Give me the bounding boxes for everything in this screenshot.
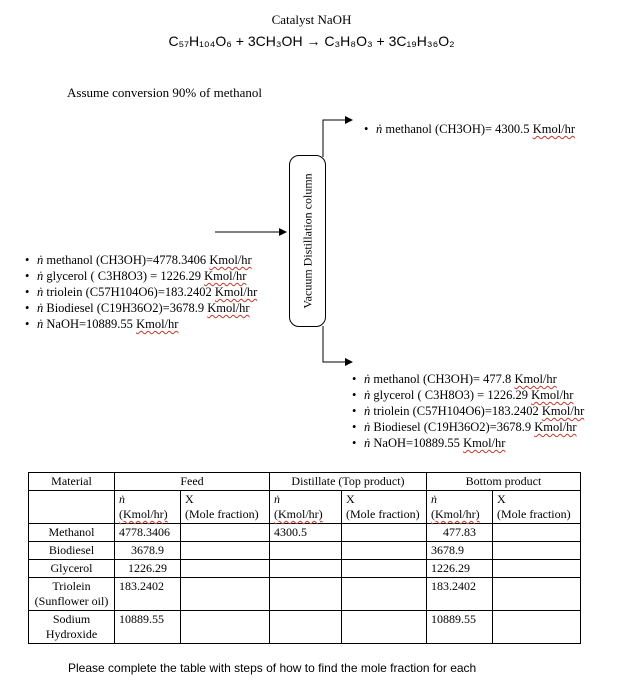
list-item: • ṅ NaOH=10889.55 Kmol/hr [25, 316, 257, 332]
subheader-dist-x: X (Mole fraction) [342, 491, 427, 524]
subheader-dist-flow: ṅ (Kmol/hr) [270, 491, 342, 524]
list-item: • ṅ methanol (CH3OH)=4778.3406 Kmol/hr [25, 252, 257, 268]
list-item: • ṅ glycerol ( C3H8O3) = 1226.29 Kmol/hr [25, 268, 257, 284]
table-header-row [29, 473, 581, 491]
list-item: • ṅ triolein (C57H104O6)=183.2402 Kmol/hr [25, 284, 257, 300]
table-row: Sodium Hydroxide 10889.55 10889.55 [29, 611, 581, 644]
top-product-arrow [323, 120, 352, 157]
list-item: • ṅ methanol (CH3OH)= 4300.5 Kmol/hr [364, 121, 575, 137]
column-label: Vacuum Distillation column [300, 173, 314, 309]
feed-stream-list [25, 252, 257, 332]
top-stream-list [364, 121, 575, 137]
list-item: • ṅ methanol (CH3OH)= 477.8 Kmol/hr [352, 371, 584, 387]
header-distillate: Distillate (Top product) [270, 473, 427, 491]
subheader-feed-flow: ṅ (Kmol/hr) [115, 491, 181, 524]
material-balance-table [28, 472, 581, 644]
distillation-column [289, 155, 326, 327]
table-row: Glycerol 1226.29 1226.29 [29, 560, 581, 578]
header-feed: Feed [115, 473, 270, 491]
bottom-stream-list [352, 371, 584, 451]
reaction-equation: C₅₇H₁₀₄O₆ + 3CH₃OH → C₃H₈O₃ + 3C₁₉H₃₆O₂ [168, 33, 455, 49]
bottom-product-arrow [323, 326, 352, 362]
table-row: Triolein (Sunflower oil) 183.2402 183.2402 [29, 578, 581, 611]
list-item: • ṅ triolein (C57H104O6)=183.2402 Kmol/hr [352, 403, 584, 419]
table-row: Methanol 4778.3406 4300.5 477.83 [29, 524, 581, 542]
list-item: • ṅ glycerol ( C3H8O3) = 1226.29 Kmol/hr [352, 387, 584, 403]
subheader-feed-x: X (Mole fraction) [181, 491, 270, 524]
table-row: Biodiesel 3678.9 3678.9 [29, 542, 581, 560]
assumption-text: Assume conversion 90% of methanol [67, 85, 262, 100]
header-material: Material [29, 473, 115, 491]
list-item: • ṅ Biodiesel (C19H36O2)=3678.9 Kmol/hr [25, 300, 257, 316]
table-subheader-row [29, 491, 581, 524]
catalyst-title: Catalyst NaOH [271, 12, 352, 27]
subheader-bottom-flow: ṅ (Kmol/hr) [427, 491, 493, 524]
list-item: • ṅ Biodiesel (C19H36O2)=3678.9 Kmol/hr [352, 419, 584, 435]
header-bottom: Bottom product [427, 473, 581, 491]
list-item: • ṅ NaOH=10889.55 Kmol/hr [352, 435, 584, 451]
subheader-bottom-x: X (Mole fraction) [493, 491, 581, 524]
instruction-text: Please complete the table with steps of how to find the mole fraction for each [68, 661, 477, 675]
